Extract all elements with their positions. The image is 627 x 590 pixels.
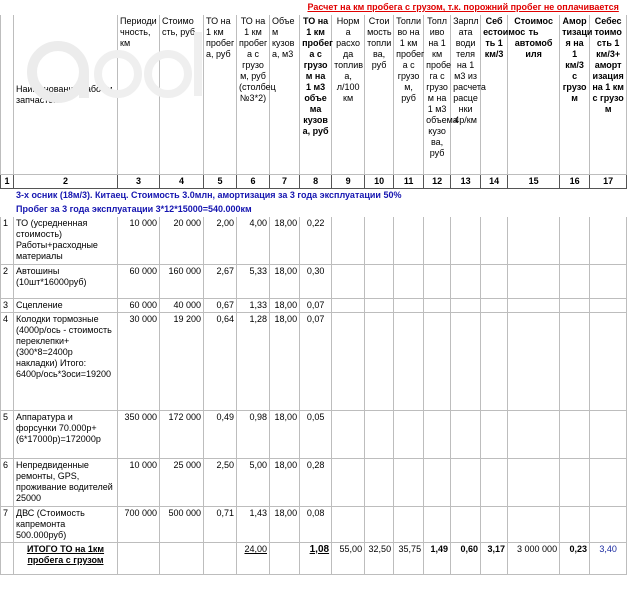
row-period: 60 000 (118, 299, 160, 313)
total-to-gruz: 24,00 (237, 543, 270, 575)
header-volume: Объе м кузов а, м3 (270, 15, 300, 175)
col-num: 13 (451, 175, 481, 189)
col-num: 3 (118, 175, 160, 189)
table-row (1, 299, 627, 313)
row-to-km: 0,49 (204, 411, 237, 459)
row-volume: 18,00 (270, 265, 300, 299)
empty-cell (394, 313, 424, 411)
empty-cell (332, 411, 365, 459)
header-to-m3: ТО на 1 км пробег а с грузо м на 1 м3 объе ма кузов а, руб (300, 15, 332, 175)
header-cell-1 (1, 15, 14, 175)
row-to-km: 0,64 (204, 313, 237, 411)
row-name: Непредвиденные ремонты, GPS, проживание водителей 25000 (14, 459, 118, 507)
col-num: 17 (590, 175, 627, 189)
empty-cell (590, 411, 627, 459)
col-num: 11 (394, 175, 424, 189)
table-row (1, 217, 627, 265)
total-car-cost: 3 000 000 (508, 543, 560, 575)
row-cost: 40 000 (160, 299, 204, 313)
table-row (1, 313, 627, 411)
header-final: Себес тоимо сть 1 км/3+ аморт изация на 1 км с грузо м (590, 15, 627, 175)
header-fuel-norm: Норм а расхо да топлив а, л/100 км (332, 15, 365, 175)
empty-cell (590, 265, 627, 299)
empty-cell (508, 265, 560, 299)
note-spacer (1, 1, 300, 15)
total-label: ИТОГО ТО на 1км пробега с грузом (14, 543, 118, 575)
header-fuel-m3: Топл иво на 1 км пробе га с грузо м на 1 м3 объема кузо ва, руб (424, 15, 451, 175)
empty-cell (590, 217, 627, 265)
section-row-2 (1, 203, 627, 217)
empty-cell (332, 217, 365, 265)
total-fuel-cost: 32,50 (365, 543, 394, 575)
row-number: 3 (1, 299, 14, 313)
empty-cell (451, 265, 481, 299)
empty-cell (451, 507, 481, 543)
total-amort: 0,23 (560, 543, 590, 575)
empty-cell (424, 507, 451, 543)
col-num: 1 (1, 175, 14, 189)
empty-cell (332, 313, 365, 411)
table-row (1, 507, 627, 543)
row-volume: 18,00 (270, 459, 300, 507)
row-name: ТО (усредненная стоимость) Работы+расходные материалы (14, 217, 118, 265)
empty-cell (590, 507, 627, 543)
row-name: Автошины (10шт*16000руб) (14, 265, 118, 299)
empty-cell (365, 459, 394, 507)
total-fuel-km: 35,75 (394, 543, 424, 575)
table-row (1, 265, 627, 299)
header-fuel-km: Топли во на 1 км пробег а с грузо м, руб (394, 15, 424, 175)
row-to-gruz: 4,00 (237, 217, 270, 265)
empty-cell (394, 265, 424, 299)
empty-cell (451, 299, 481, 313)
row-to-m3: 0,22 (300, 217, 332, 265)
empty-cell (560, 313, 590, 411)
empty-cell (424, 411, 451, 459)
total-fuel-norm: 55,00 (332, 543, 365, 575)
empty-cell (590, 313, 627, 411)
empty-cell (451, 313, 481, 411)
empty-cell (560, 507, 590, 543)
empty-cell (481, 459, 508, 507)
total-to-m3: 1,08 (300, 543, 332, 575)
data-rows (1, 217, 627, 543)
empty-cell (508, 459, 560, 507)
col-num: 15 (508, 175, 560, 189)
row-to-km: 2,50 (204, 459, 237, 507)
empty-cell (394, 459, 424, 507)
row-to-m3: 0,07 (300, 299, 332, 313)
row-cost: 20 000 (160, 217, 204, 265)
row-cost: 19 200 (160, 313, 204, 411)
header-to-km: ТО на 1 км пробег а, руб (204, 15, 237, 175)
empty-cell (394, 507, 424, 543)
total-fuel-m3: 1,49 (424, 543, 451, 575)
row-cost: 500 000 (160, 507, 204, 543)
row-to-m3: 0,05 (300, 411, 332, 459)
row-period: 10 000 (118, 217, 160, 265)
empty-cell (560, 265, 590, 299)
row-to-gruz: 1,43 (237, 507, 270, 543)
empty-cell (560, 217, 590, 265)
row-to-m3: 0,28 (300, 459, 332, 507)
row-to-m3: 0,08 (300, 507, 332, 543)
empty-cell (560, 299, 590, 313)
empty-cell (451, 459, 481, 507)
empty-cell (424, 217, 451, 265)
total-final: 3,40 (590, 543, 627, 575)
row-number: 5 (1, 411, 14, 459)
row-cost: 172 000 (160, 411, 204, 459)
empty-cell (481, 299, 508, 313)
header-name: Наименование работ и запчастей (14, 15, 118, 175)
col-num: 4 (160, 175, 204, 189)
header-to-gruz: ТО на 1 км пробег а с грузо м, руб (столбец №3*2) (237, 15, 270, 175)
row-name: ДВС (Стоимость капремонта 500.000руб) (14, 507, 118, 543)
row-period: 10 000 (118, 459, 160, 507)
col-num: 9 (332, 175, 365, 189)
section-row-1 (1, 189, 627, 203)
empty-cell (365, 217, 394, 265)
empty-cell (332, 299, 365, 313)
empty-cell (508, 313, 560, 411)
col-num: 16 (560, 175, 590, 189)
section-subtitle: Пробег за 3 года эксплуатации 3*12*15000=540.000км (16, 204, 252, 214)
row-period: 30 000 (118, 313, 160, 411)
col-num: 7 (270, 175, 300, 189)
empty-cell (365, 411, 394, 459)
header-row (1, 15, 627, 175)
col-num: 5 (204, 175, 237, 189)
empty-cell (508, 217, 560, 265)
empty-cell (590, 459, 627, 507)
table-row (1, 459, 627, 507)
row-cost: 160 000 (160, 265, 204, 299)
top-note: Расчет на км пробега с грузом, т.к. порожний пробег не оплачивается (307, 2, 619, 12)
header-cost: Стоимо сть, руб (160, 15, 204, 175)
row-name: Аппаратура и форсунки 70.000р+(6*17000р)=172000р (14, 411, 118, 459)
empty-cell (365, 313, 394, 411)
empty-cell (424, 459, 451, 507)
empty-cell (424, 265, 451, 299)
empty-cell (481, 313, 508, 411)
empty-cell (332, 459, 365, 507)
row-cost: 25 000 (160, 459, 204, 507)
empty-cell (508, 507, 560, 543)
row-to-gruz: 5,33 (237, 265, 270, 299)
empty-cell (332, 265, 365, 299)
row-volume: 18,00 (270, 507, 300, 543)
empty-cell (508, 411, 560, 459)
col-num: 14 (481, 175, 508, 189)
row-name: Колодки тормозные (4000р/ось - стоимость переклепки+ (300*8=2400р накладки) Итого: 6400р/ось*3оси=19200 (14, 313, 118, 411)
empty-cell (481, 411, 508, 459)
empty-cell (424, 313, 451, 411)
empty-cell (560, 459, 590, 507)
empty-cell (394, 217, 424, 265)
header-amort: Амор тизаци я на 1 км/3 с грузо м (560, 15, 590, 175)
row-to-gruz: 5,00 (237, 459, 270, 507)
table-row (1, 411, 627, 459)
row-name: Сцепление (14, 299, 118, 313)
section-title: 3-х осник (18м/3). Китаец. Стоимость 3.0млн, амортизация за 3 года эксплуатации 50% (16, 190, 402, 200)
row-period: 700 000 (118, 507, 160, 543)
row-number: 2 (1, 265, 14, 299)
row-to-m3: 0,07 (300, 313, 332, 411)
row-volume: 18,00 (270, 217, 300, 265)
row-to-gruz: 0,98 (237, 411, 270, 459)
row-volume: 18,00 (270, 299, 300, 313)
empty-cell (560, 411, 590, 459)
empty-cell (332, 507, 365, 543)
row-to-km: 0,67 (204, 299, 237, 313)
row-period: 60 000 (118, 265, 160, 299)
row-to-gruz: 1,28 (237, 313, 270, 411)
empty-cell (365, 299, 394, 313)
row-to-km: 2,00 (204, 217, 237, 265)
column-number-row (1, 175, 627, 189)
row-number: 7 (1, 507, 14, 543)
row-number: 1 (1, 217, 14, 265)
row-volume: 18,00 (270, 313, 300, 411)
row-number: 4 (1, 313, 14, 411)
empty-cell (424, 299, 451, 313)
empty-cell (394, 299, 424, 313)
empty-cell (481, 217, 508, 265)
col-num: 6 (237, 175, 270, 189)
row-to-gruz: 1,33 (237, 299, 270, 313)
empty-cell (394, 411, 424, 459)
header-salary: Зарпл ата води теля на 1 м3 из расчета расце нки 4р/км (451, 15, 481, 175)
empty-cell (365, 265, 394, 299)
col-num: 10 (365, 175, 394, 189)
row-number: 6 (1, 459, 14, 507)
empty-cell (481, 265, 508, 299)
total-row (1, 543, 627, 575)
empty-cell (590, 299, 627, 313)
header-self-cost: Себ естоимос ть 1 км/3 (481, 15, 508, 175)
row-period: 350 000 (118, 411, 160, 459)
col-num: 2 (14, 175, 118, 189)
row-volume: 18,00 (270, 411, 300, 459)
header-period: Периоди чность, км (118, 15, 160, 175)
col-num: 8 (300, 175, 332, 189)
total-self-cost: 3,17 (481, 543, 508, 575)
empty-cell (481, 507, 508, 543)
empty-cell (508, 299, 560, 313)
row-to-km: 0,71 (204, 507, 237, 543)
row-to-km: 2,67 (204, 265, 237, 299)
empty-cell (451, 217, 481, 265)
empty-cell (365, 507, 394, 543)
row-to-m3: 0,30 (300, 265, 332, 299)
empty-cell (451, 411, 481, 459)
header-fuel-cost: Стои мость топли ва, руб (365, 15, 394, 175)
header-car-cost: Стоимос ть автомоб иля (508, 15, 560, 175)
col-num: 12 (424, 175, 451, 189)
total-salary: 0,60 (451, 543, 481, 575)
